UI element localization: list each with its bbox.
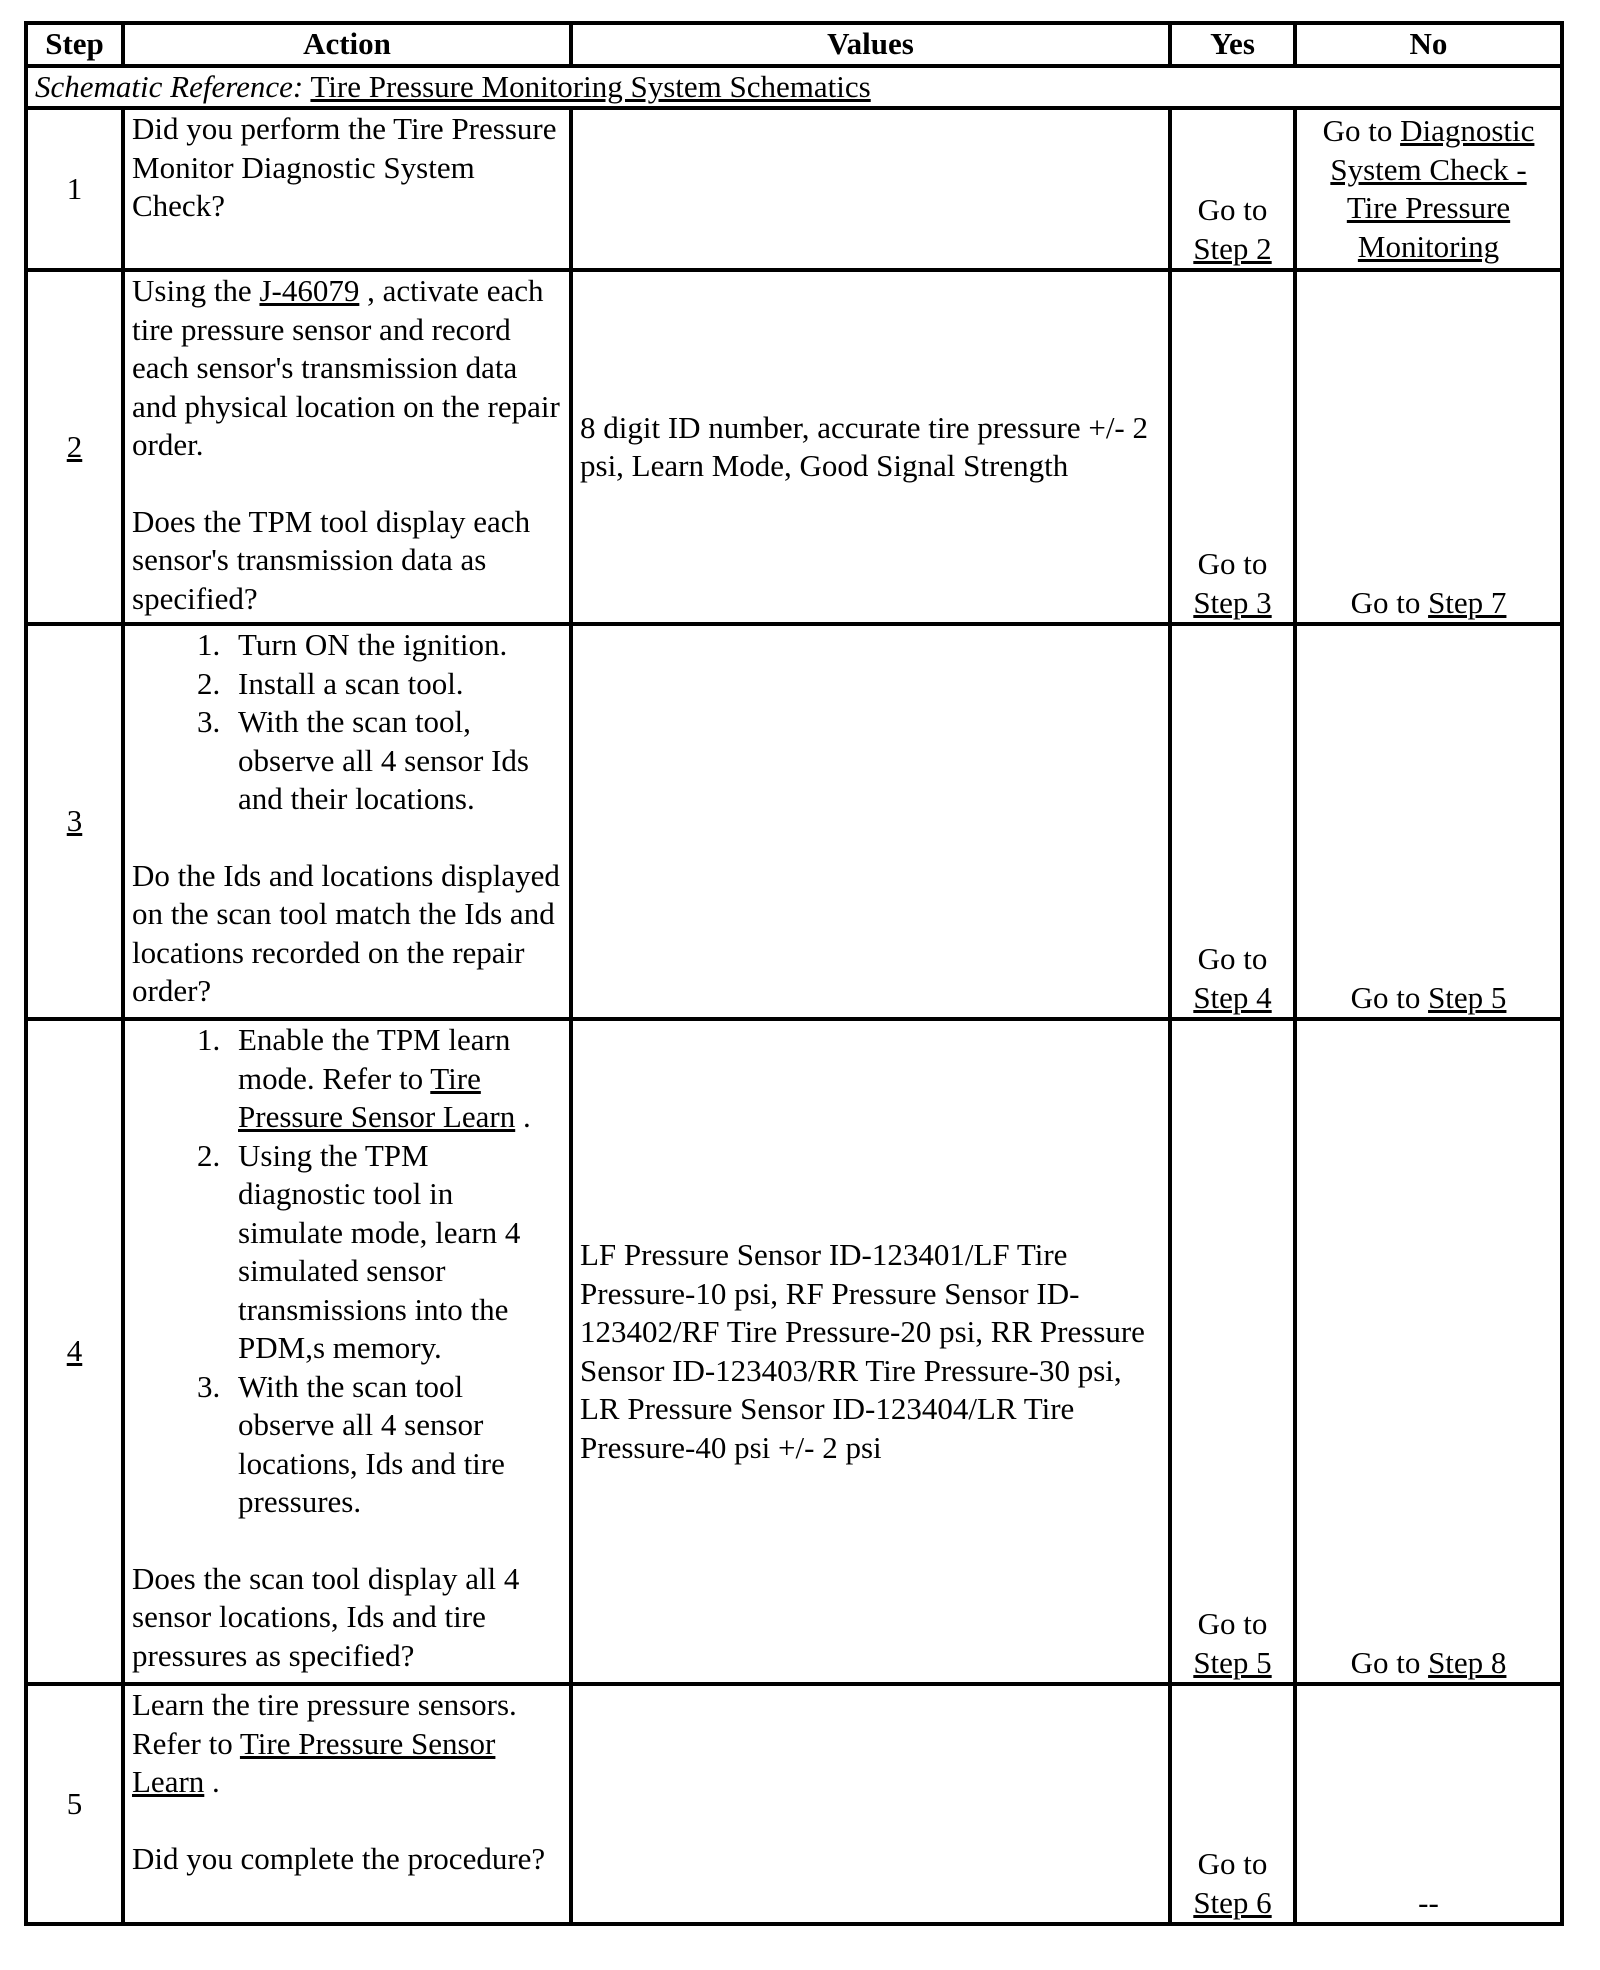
item-post: . bbox=[522, 1099, 531, 1134]
item-pre: Enable the TPM learn mode. Refer to bbox=[238, 1022, 511, 1096]
action-steps-list bbox=[132, 1021, 562, 1522]
values-cell bbox=[571, 1684, 1170, 1924]
action-question: Does the scan tool display all 4 sensor locations, Ids and tire pressures as specified? bbox=[132, 1560, 520, 1673]
values-cell: 8 digit ID number, accurate tire pressure +/- 2 psi, Learn Mode, Good Signal Strength bbox=[571, 270, 1170, 624]
table-row bbox=[26, 1684, 1562, 1924]
no-prefix: Go to bbox=[1350, 1644, 1421, 1680]
list-item: 3. With the scan tool, observe all 4 sensor Ids and their locations. bbox=[228, 703, 562, 819]
header-values: Values bbox=[571, 23, 1170, 66]
tool-link[interactable]: J-46079 bbox=[259, 273, 360, 308]
yes-link[interactable]: Step 3 bbox=[1193, 584, 1272, 620]
step-number: 1 bbox=[26, 108, 123, 270]
list-item bbox=[228, 1021, 562, 1137]
diagnostic-table bbox=[24, 21, 1564, 1926]
yes-link[interactable]: Step 6 bbox=[1193, 1884, 1272, 1920]
yes-cell bbox=[1170, 1019, 1295, 1684]
action-pre: Using the bbox=[132, 273, 252, 308]
action-steps-list bbox=[132, 626, 562, 819]
yes-cell bbox=[1170, 108, 1295, 270]
schematic-reference bbox=[26, 66, 1562, 109]
step-number[interactable]: 3 bbox=[26, 624, 123, 1019]
header-yes: Yes bbox=[1170, 23, 1295, 66]
no-prefix: Go to bbox=[1350, 584, 1421, 620]
yes-prefix: Go to bbox=[1197, 192, 1268, 227]
sensor-learn-link[interactable]: Tire Pressure Sensor Learn bbox=[238, 1060, 516, 1134]
schematic-row bbox=[26, 66, 1562, 109]
no-cell bbox=[1295, 624, 1562, 1019]
action-post: , activate each tire pressure sensor and record each sensor's transmission data and physical location on the repair order. bbox=[132, 273, 560, 462]
table-row bbox=[26, 1019, 1562, 1684]
schematic-label: Schematic Reference: bbox=[35, 68, 304, 104]
header-step: Step bbox=[26, 23, 123, 66]
action-pre: Learn the tire pressure sensors. Refer to bbox=[132, 1687, 517, 1761]
yes-cell bbox=[1170, 624, 1295, 1019]
list-item: 1. Turn ON the ignition. bbox=[228, 626, 562, 665]
no-link[interactable]: Step 8 bbox=[1428, 1644, 1507, 1680]
step-number[interactable]: 2 bbox=[26, 270, 123, 624]
yes-link[interactable]: Step 4 bbox=[1193, 979, 1272, 1015]
action-post: . bbox=[212, 1764, 220, 1799]
header-action: Action bbox=[123, 23, 571, 66]
yes-cell bbox=[1170, 270, 1295, 624]
no-link[interactable]: Step 7 bbox=[1428, 584, 1507, 620]
values-cell: LF Pressure Sensor ID-123401/LF Tire Pressure-10 psi, RF Pressure Sensor ID-123402/RF Tire Pressure-20 psi, RR Pressure Sensor ID-123403/RR Tire Pressure-30 psi, LR Pressure Sensor ID-123404/LR Tire Pressure-40 psi +/- 2 psi bbox=[571, 1019, 1170, 1684]
sensor-learn-link[interactable]: Tire Pressure Sensor Learn bbox=[132, 1725, 496, 1799]
no-cell bbox=[1295, 108, 1562, 270]
table-row bbox=[26, 270, 1562, 624]
action-cell bbox=[123, 624, 571, 1019]
action-instruction bbox=[132, 1686, 562, 1802]
step-number[interactable]: 4 bbox=[26, 1019, 123, 1684]
action-question: Does the TPM tool display each sensor's transmission data as specified? bbox=[132, 503, 531, 616]
list-item: 2. Install a scan tool. bbox=[228, 665, 562, 704]
list-item: 3. With the scan tool observe all 4 sensor locations, Ids and tire pressures. bbox=[228, 1368, 562, 1522]
no-cell: -- bbox=[1295, 1684, 1562, 1924]
values-cell bbox=[571, 624, 1170, 1019]
action-cell bbox=[123, 1684, 571, 1924]
no-cell bbox=[1295, 270, 1562, 624]
header-row bbox=[26, 23, 1562, 66]
action-question: Do the Ids and locations displayed on the scan tool match the Ids and locations recorded on the repair order? bbox=[132, 857, 560, 1008]
no-link[interactable]: Step 5 bbox=[1428, 979, 1507, 1015]
yes-prefix: Go to bbox=[1197, 546, 1268, 581]
yes-cell bbox=[1170, 1684, 1295, 1924]
action-question: Did you complete the procedure? bbox=[132, 1840, 546, 1876]
yes-link[interactable]: Step 5 bbox=[1193, 1644, 1272, 1680]
yes-prefix: Go to bbox=[1197, 1606, 1268, 1641]
schematic-link[interactable]: Tire Pressure Monitoring System Schematics bbox=[310, 68, 871, 104]
action-cell bbox=[123, 270, 571, 624]
table-row bbox=[26, 624, 1562, 1019]
action-cell bbox=[123, 1019, 571, 1684]
action-question: Did you perform the Tire Pressure Monitor Diagnostic System Check? bbox=[132, 111, 557, 223]
no-link[interactable]: Diagnostic System Check - Tire Pressure Monitoring bbox=[1330, 113, 1535, 264]
yes-prefix: Go to bbox=[1197, 1846, 1268, 1881]
action-instruction bbox=[132, 272, 562, 465]
action-cell bbox=[123, 108, 571, 270]
no-prefix: Go to bbox=[1322, 113, 1393, 148]
yes-prefix: Go to bbox=[1197, 941, 1268, 976]
values-cell bbox=[571, 108, 1170, 270]
table-row bbox=[26, 108, 1562, 270]
header-no: No bbox=[1295, 23, 1562, 66]
no-cell bbox=[1295, 1019, 1562, 1684]
step-number: 5 bbox=[26, 1684, 123, 1924]
no-prefix: Go to bbox=[1350, 979, 1421, 1015]
list-item: 2. Using the TPM diagnostic tool in simulate mode, learn 4 simulated sensor transmissions into the PDM,s memory. bbox=[228, 1137, 562, 1368]
yes-link[interactable]: Step 2 bbox=[1193, 230, 1272, 266]
